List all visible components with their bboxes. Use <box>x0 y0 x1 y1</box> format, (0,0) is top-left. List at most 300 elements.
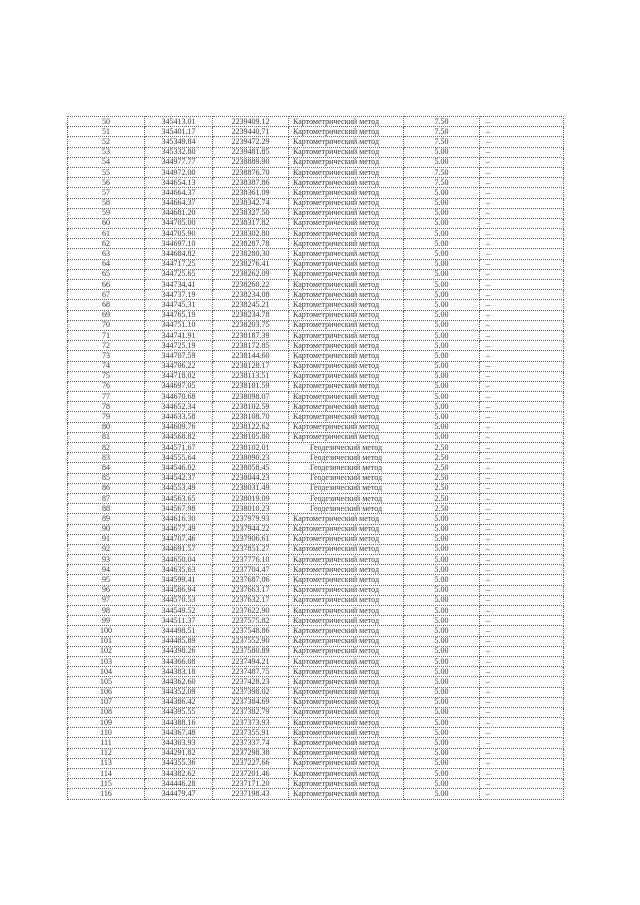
x-coordinate-cell: 344609.76 <box>145 422 213 432</box>
y-coordinate-cell: 2238203.75 <box>213 320 289 330</box>
x-coordinate-cell: 345401.17 <box>145 127 213 137</box>
accuracy-cell: 7.50 <box>404 127 480 137</box>
accuracy-cell: 2.50 <box>404 473 480 483</box>
x-coordinate-cell: 344599.41 <box>145 575 213 585</box>
y-coordinate-cell: 2238317.82 <box>213 218 289 228</box>
y-coordinate-cell: 2237428.23 <box>213 677 289 687</box>
accuracy-cell: 5.00 <box>404 779 480 789</box>
table-row <box>68 493 564 503</box>
table-row <box>68 412 564 422</box>
x-coordinate-cell: 344737.19 <box>145 290 213 300</box>
table-row <box>68 351 564 361</box>
x-coordinate-cell: 344382.62 <box>145 769 213 779</box>
accuracy-cell: 5.00 <box>404 687 480 697</box>
method-cell: Картометрический метод <box>289 422 404 432</box>
method-cell: Картометрический метод <box>289 656 404 666</box>
point-number-cell: 98 <box>68 606 145 616</box>
y-coordinate-cell: 2238058.45 <box>213 463 289 473</box>
table-row <box>68 514 564 524</box>
accuracy-cell: 5.00 <box>404 422 480 432</box>
method-cell: Картометрический метод <box>289 392 404 402</box>
y-coordinate-cell: 2238122.62 <box>213 422 289 432</box>
point-number-cell: 51 <box>68 127 145 137</box>
x-coordinate-cell: 344751.10 <box>145 320 213 330</box>
table-row <box>68 738 564 748</box>
method-cell: Картометрический метод <box>289 646 404 656</box>
method-cell: Геодезический метод <box>289 453 404 463</box>
x-coordinate-cell: 344362.60 <box>145 677 213 687</box>
accuracy-cell: 5.00 <box>404 341 480 351</box>
x-coordinate-cell: 344697.05 <box>145 381 213 391</box>
method-cell: Картометрический метод <box>289 249 404 259</box>
note-cell: – <box>480 697 564 707</box>
y-coordinate-cell: 2239409.12 <box>213 117 289 127</box>
accuracy-cell: 5.00 <box>404 432 480 442</box>
x-coordinate-cell: 344681.20 <box>145 208 213 218</box>
accuracy-cell: 5.00 <box>404 697 480 707</box>
accuracy-cell: 7.50 <box>404 137 480 147</box>
y-coordinate-cell: 2238234.08 <box>213 290 289 300</box>
method-cell: Картометрический метод <box>289 769 404 779</box>
table-row <box>68 504 564 514</box>
y-coordinate-cell: 2238044.23 <box>213 473 289 483</box>
method-cell: Картометрический метод <box>289 188 404 198</box>
y-coordinate-cell: 2237552.90 <box>213 636 289 646</box>
point-number-cell: 116 <box>68 789 145 799</box>
y-coordinate-cell: 2237337.74 <box>213 738 289 748</box>
accuracy-cell: 2.50 <box>404 504 480 514</box>
accuracy-cell: 5.00 <box>404 636 480 646</box>
point-number-cell: 85 <box>68 473 145 483</box>
point-number-cell: 90 <box>68 524 145 534</box>
point-number-cell: 56 <box>68 178 145 188</box>
y-coordinate-cell: 2238262.09 <box>213 269 289 279</box>
x-coordinate-cell: 344635.63 <box>145 565 213 575</box>
method-cell: Картометрический метод <box>289 555 404 565</box>
table-row <box>68 117 564 127</box>
point-number-cell: 64 <box>68 259 145 269</box>
method-cell: Картометрический метод <box>289 157 404 167</box>
accuracy-cell: 2.50 <box>404 453 480 463</box>
method-cell: Геодезический метод <box>289 483 404 493</box>
table-row <box>68 147 564 157</box>
accuracy-cell: 5.00 <box>404 718 480 728</box>
accuracy-cell: 5.00 <box>404 646 480 656</box>
method-cell: Картометрический метод <box>289 351 404 361</box>
x-coordinate-cell: 344718.02 <box>145 371 213 381</box>
method-cell: Картометрический метод <box>289 524 404 534</box>
note-cell: – <box>480 341 564 351</box>
note-cell: – <box>480 687 564 697</box>
table-row <box>68 463 564 473</box>
y-coordinate-cell: 2237298.38 <box>213 748 289 758</box>
note-cell: – <box>480 208 564 218</box>
method-cell: Картометрический метод <box>289 677 404 687</box>
x-coordinate-cell: 344972.00 <box>145 167 213 177</box>
method-cell: Картометрический метод <box>289 290 404 300</box>
table-row <box>68 575 564 585</box>
y-coordinate-cell: 2238172.85 <box>213 341 289 351</box>
y-coordinate-cell: 2238031.49 <box>213 483 289 493</box>
point-number-cell: 100 <box>68 626 145 636</box>
table-row <box>68 707 564 717</box>
accuracy-cell: 5.00 <box>404 218 480 228</box>
note-cell: – <box>480 606 564 616</box>
method-cell: Картометрический метод <box>289 432 404 442</box>
y-coordinate-cell: 2238010.23 <box>213 504 289 514</box>
table-row <box>68 392 564 402</box>
x-coordinate-cell: 344388.16 <box>145 718 213 728</box>
x-coordinate-cell: 345413.01 <box>145 117 213 127</box>
table-row <box>68 595 564 605</box>
table-row <box>68 789 564 799</box>
table-row <box>68 259 564 269</box>
accuracy-cell: 5.00 <box>404 595 480 605</box>
point-number-cell: 63 <box>68 249 145 259</box>
note-cell: – <box>480 595 564 605</box>
table-row <box>68 249 564 259</box>
accuracy-cell: 5.00 <box>404 402 480 412</box>
point-number-cell: 103 <box>68 656 145 666</box>
x-coordinate-cell: 344498.51 <box>145 626 213 636</box>
y-coordinate-cell: 2238280.30 <box>213 249 289 259</box>
method-cell: Картометрический метод <box>289 789 404 799</box>
point-number-cell: 101 <box>68 636 145 646</box>
y-coordinate-cell: 2238876.70 <box>213 167 289 177</box>
accuracy-cell: 5.00 <box>404 371 480 381</box>
table-row <box>68 779 564 789</box>
accuracy-cell: 5.00 <box>404 392 480 402</box>
accuracy-cell: 5.00 <box>404 361 480 371</box>
note-cell: – <box>480 769 564 779</box>
note-cell: – <box>480 504 564 514</box>
note-cell: – <box>480 320 564 330</box>
note-cell: – <box>480 198 564 208</box>
x-coordinate-cell: 344765.19 <box>145 310 213 320</box>
method-cell: Картометрический метод <box>289 402 404 412</box>
accuracy-cell: 5.00 <box>404 412 480 422</box>
table-row <box>68 534 564 544</box>
accuracy-cell: 5.00 <box>404 300 480 310</box>
point-number-cell: 53 <box>68 147 145 157</box>
note-cell: – <box>480 330 564 340</box>
x-coordinate-cell: 344706.22 <box>145 361 213 371</box>
table-row <box>68 687 564 697</box>
table-row <box>68 667 564 677</box>
method-cell: Картометрический метод <box>289 728 404 738</box>
accuracy-cell: 7.50 <box>404 178 480 188</box>
accuracy-cell: 5.00 <box>404 290 480 300</box>
accuracy-cell: 5.00 <box>404 534 480 544</box>
point-number-cell: 82 <box>68 443 145 453</box>
method-cell: Картометрический метод <box>289 718 404 728</box>
point-number-cell: 110 <box>68 728 145 738</box>
table-row <box>68 697 564 707</box>
table-row <box>68 330 564 340</box>
table-row <box>68 137 564 147</box>
table-row <box>68 239 564 249</box>
point-number-cell: 106 <box>68 687 145 697</box>
table-row <box>68 361 564 371</box>
point-number-cell: 68 <box>68 300 145 310</box>
table-row <box>68 646 564 656</box>
y-coordinate-cell: 2238342.74 <box>213 198 289 208</box>
note-cell: – <box>480 453 564 463</box>
note-cell: – <box>480 381 564 391</box>
accuracy-cell: 2.50 <box>404 483 480 493</box>
accuracy-cell: 5.00 <box>404 707 480 717</box>
point-number-cell: 86 <box>68 483 145 493</box>
x-coordinate-cell: 344398.26 <box>145 646 213 656</box>
note-cell: – <box>480 239 564 249</box>
y-coordinate-cell: 2237687.06 <box>213 575 289 585</box>
y-coordinate-cell: 2238276.41 <box>213 259 289 269</box>
point-number-cell: 80 <box>68 422 145 432</box>
y-coordinate-cell: 2238187.39 <box>213 330 289 340</box>
accuracy-cell: 5.00 <box>404 769 480 779</box>
note-cell: – <box>480 443 564 453</box>
accuracy-cell: 5.00 <box>404 585 480 595</box>
x-coordinate-cell: 344705.90 <box>145 229 213 239</box>
table-row <box>68 677 564 687</box>
note-cell: – <box>480 229 564 239</box>
note-cell: – <box>480 718 564 728</box>
x-coordinate-cell: 344664.37 <box>145 198 213 208</box>
point-number-cell: 88 <box>68 504 145 514</box>
table-row <box>68 188 564 198</box>
note-cell: – <box>480 667 564 677</box>
method-cell: Картометрический метод <box>289 748 404 758</box>
accuracy-cell: 5.00 <box>404 606 480 616</box>
table-row <box>68 748 564 758</box>
method-cell: Картометрический метод <box>289 167 404 177</box>
x-coordinate-cell: 345349.84 <box>145 137 213 147</box>
y-coordinate-cell: 2238105.80 <box>213 432 289 442</box>
point-number-cell: 67 <box>68 290 145 300</box>
table-row <box>68 565 564 575</box>
accuracy-cell: 5.00 <box>404 239 480 249</box>
table-row <box>68 127 564 137</box>
method-cell: Картометрический метод <box>289 218 404 228</box>
table-row <box>68 626 564 636</box>
x-coordinate-cell: 344725.65 <box>145 269 213 279</box>
point-number-cell: 71 <box>68 330 145 340</box>
method-cell: Картометрический метод <box>289 147 404 157</box>
accuracy-cell: 5.00 <box>404 330 480 340</box>
note-cell: – <box>480 412 564 422</box>
y-coordinate-cell: 2237398.02 <box>213 687 289 697</box>
y-coordinate-cell: 2237494.21 <box>213 656 289 666</box>
note-cell: – <box>480 677 564 687</box>
method-cell: Картометрический метод <box>289 117 404 127</box>
x-coordinate-cell: 344571.67 <box>145 443 213 453</box>
x-coordinate-cell: 344542.37 <box>145 473 213 483</box>
point-number-cell: 78 <box>68 402 145 412</box>
x-coordinate-cell: 344741.91 <box>145 330 213 340</box>
note-cell: – <box>480 728 564 738</box>
point-number-cell: 93 <box>68 555 145 565</box>
accuracy-cell: 2.50 <box>404 463 480 473</box>
method-cell: Картометрический метод <box>289 280 404 290</box>
note-cell: – <box>480 147 564 157</box>
note-cell: – <box>480 493 564 503</box>
y-coordinate-cell: 2239472.29 <box>213 137 289 147</box>
y-coordinate-cell: 2237979.93 <box>213 514 289 524</box>
y-coordinate-cell: 2238108.70 <box>213 412 289 422</box>
note-cell: – <box>480 259 564 269</box>
method-cell: Картометрический метод <box>289 565 404 575</box>
table-row <box>68 229 564 239</box>
note-cell: – <box>480 626 564 636</box>
y-coordinate-cell: 2237776.10 <box>213 555 289 565</box>
table-row <box>68 758 564 768</box>
y-coordinate-cell: 2238144.60 <box>213 351 289 361</box>
point-number-cell: 111 <box>68 738 145 748</box>
table-row <box>68 616 564 626</box>
x-coordinate-cell: 344549.52 <box>145 606 213 616</box>
note-cell: – <box>480 748 564 758</box>
note-cell: – <box>480 392 564 402</box>
table-row <box>68 218 564 228</box>
method-cell: Картометрический метод <box>289 687 404 697</box>
note-cell: – <box>480 483 564 493</box>
table-row <box>68 381 564 391</box>
x-coordinate-cell: 344734.41 <box>145 280 213 290</box>
note-cell: – <box>480 167 564 177</box>
y-coordinate-cell: 2238101.59 <box>213 381 289 391</box>
accuracy-cell: 5.00 <box>404 544 480 554</box>
table-row <box>68 422 564 432</box>
point-number-cell: 94 <box>68 565 145 575</box>
note-cell: – <box>480 575 564 585</box>
method-cell: Картометрический метод <box>289 779 404 789</box>
table-row <box>68 341 564 351</box>
x-coordinate-cell: 344546.02 <box>145 463 213 473</box>
note-cell: – <box>480 117 564 127</box>
x-coordinate-cell: 344664.37 <box>145 188 213 198</box>
table-row <box>68 167 564 177</box>
x-coordinate-cell: 344485.89 <box>145 636 213 646</box>
note-cell: – <box>480 371 564 381</box>
y-coordinate-cell: 2238102.01 <box>213 443 289 453</box>
accuracy-cell: 5.00 <box>404 555 480 565</box>
x-coordinate-cell: 344586.94 <box>145 585 213 595</box>
method-cell: Картометрический метод <box>289 381 404 391</box>
table-row <box>68 606 564 616</box>
y-coordinate-cell: 2237198.43 <box>213 789 289 799</box>
note-cell: – <box>480 514 564 524</box>
x-coordinate-cell: 344383.18 <box>145 667 213 677</box>
table-row <box>68 157 564 167</box>
accuracy-cell: 5.00 <box>404 208 480 218</box>
method-cell: Картометрический метод <box>289 606 404 616</box>
point-number-cell: 70 <box>68 320 145 330</box>
x-coordinate-cell: 344568.82 <box>145 432 213 442</box>
table-row <box>68 769 564 779</box>
method-cell: Картометрический метод <box>289 127 404 137</box>
x-coordinate-cell: 344555.64 <box>145 453 213 463</box>
method-cell: Картометрический метод <box>289 320 404 330</box>
accuracy-cell: 5.00 <box>404 188 480 198</box>
y-coordinate-cell: 2238327.50 <box>213 208 289 218</box>
accuracy-cell: 5.00 <box>404 758 480 768</box>
y-coordinate-cell: 2238098.07 <box>213 392 289 402</box>
method-cell: Картометрический метод <box>289 667 404 677</box>
method-cell: Картометрический метод <box>289 341 404 351</box>
table-row <box>68 310 564 320</box>
x-coordinate-cell: 344697.10 <box>145 239 213 249</box>
note-cell: – <box>480 738 564 748</box>
point-number-cell: 95 <box>68 575 145 585</box>
accuracy-cell: 5.00 <box>404 249 480 259</box>
x-coordinate-cell: 344717.25 <box>145 259 213 269</box>
y-coordinate-cell: 2237704.47 <box>213 565 289 575</box>
method-cell: Геодезический метод <box>289 443 404 453</box>
x-coordinate-cell: 344654.13 <box>145 178 213 188</box>
note-cell: – <box>480 249 564 259</box>
note-cell: – <box>480 565 564 575</box>
note-cell: – <box>480 779 564 789</box>
x-coordinate-cell: 344366.08 <box>145 656 213 666</box>
x-coordinate-cell: 344291.82 <box>145 748 213 758</box>
table-row <box>68 269 564 279</box>
method-cell: Геодезический метод <box>289 473 404 483</box>
accuracy-cell: 5.00 <box>404 616 480 626</box>
table-row <box>68 208 564 218</box>
x-coordinate-cell: 344652.34 <box>145 402 213 412</box>
note-cell: – <box>480 178 564 188</box>
note-cell: – <box>480 616 564 626</box>
point-number-cell: 105 <box>68 677 145 687</box>
y-coordinate-cell: 2238234.78 <box>213 310 289 320</box>
accuracy-cell: 5.00 <box>404 310 480 320</box>
point-number-cell: 69 <box>68 310 145 320</box>
y-coordinate-cell: 2237944.22 <box>213 524 289 534</box>
method-cell: Картометрический метод <box>289 371 404 381</box>
point-number-cell: 76 <box>68 381 145 391</box>
table-row <box>68 473 564 483</box>
method-cell: Картометрический метод <box>289 575 404 585</box>
y-coordinate-cell: 2237663.17 <box>213 585 289 595</box>
point-number-cell: 61 <box>68 229 145 239</box>
method-cell: Картометрический метод <box>289 636 404 646</box>
x-coordinate-cell: 344670.68 <box>145 392 213 402</box>
x-coordinate-cell: 344355.36 <box>145 758 213 768</box>
accuracy-cell: 2.50 <box>404 443 480 453</box>
note-cell: – <box>480 269 564 279</box>
accuracy-cell: 5.00 <box>404 198 480 208</box>
table-row <box>68 402 564 412</box>
table-row <box>68 718 564 728</box>
y-coordinate-cell: 2238361.09 <box>213 188 289 198</box>
y-coordinate-cell: 2238128.17 <box>213 361 289 371</box>
table-row <box>68 555 564 565</box>
note-cell: – <box>480 137 564 147</box>
note-cell: – <box>480 758 564 768</box>
accuracy-cell: 5.00 <box>404 728 480 738</box>
method-cell: Картометрический метод <box>289 738 404 748</box>
method-cell: Картометрический метод <box>289 697 404 707</box>
accuracy-cell: 5.00 <box>404 524 480 534</box>
x-coordinate-cell: 344386.42 <box>145 697 213 707</box>
accuracy-cell: 5.00 <box>404 667 480 677</box>
method-cell: Геодезический метод <box>289 493 404 503</box>
note-cell: – <box>480 636 564 646</box>
x-coordinate-cell: 344352.09 <box>145 687 213 697</box>
point-number-cell: 59 <box>68 208 145 218</box>
method-cell: Картометрический метод <box>289 544 404 554</box>
x-coordinate-cell: 344705.00 <box>145 218 213 228</box>
